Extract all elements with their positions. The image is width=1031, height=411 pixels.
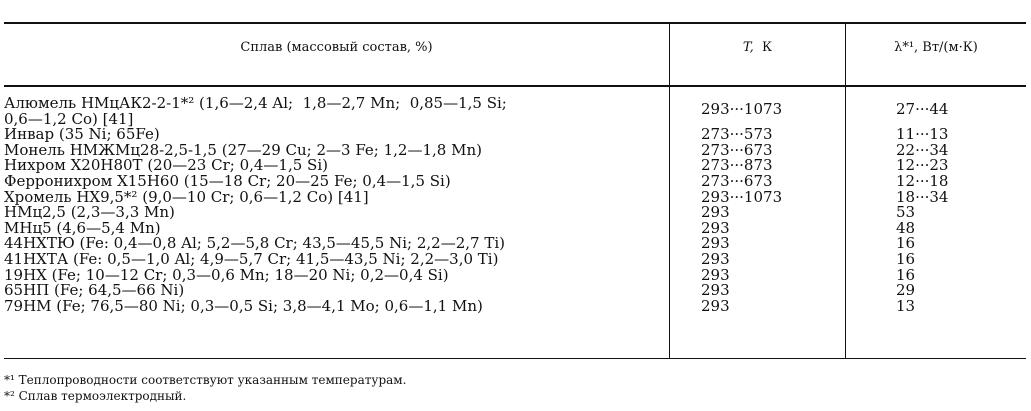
- temperature-value: 293···1073: [701, 100, 783, 118]
- temperature-value: 293: [701, 249, 730, 268]
- alloy-name: Алюмель НМцАК2-2-1*² (1,6—2,4 Al; 1,8—2,7 Mn; 0,85—1,5 Si; 0,6—1,2 Co) [41]: [4, 94, 507, 128]
- conductivity-value: 29: [896, 281, 916, 300]
- footnote: *¹ Теплопроводности соответствуют указанным температурам.: [4, 373, 407, 387]
- alloy-name: Инвар (35 Ni; 65Fe): [4, 125, 160, 144]
- conductivity-value: 22···34: [896, 140, 949, 159]
- alloy-name: 44НХТЮ (Fe: 0,4—0,8 Al; 5,2—5,8 Cr; 43,5—45,5 Ni; 2,2—2,7 Ti): [4, 234, 505, 253]
- alloy-name: МНц5 (4,6—5,4 Mn): [4, 218, 161, 237]
- header-temperature: [670, 40, 845, 55]
- temperature-value: 273···573: [701, 125, 773, 144]
- temperature-value: 293: [701, 281, 730, 300]
- table-bottom-rule: [4, 358, 1026, 359]
- header-thermal-conductivity: λ*¹, Вт/(м·К): [894, 40, 978, 55]
- table-top-rule: [4, 22, 1026, 24]
- alloy-name: Ферронихром Х15Н60 (15—18 Cr; 20—25 Fe; 0,4—1,5 Si): [4, 171, 451, 190]
- alloy-name: Монель НМЖМц28-2,5-1,5 (27—29 Cu; 2—3 Fe; 1,2—1,8 Mn): [4, 140, 482, 159]
- temperature-value: 273···673: [701, 140, 773, 159]
- conductivity-value: 16: [896, 265, 916, 284]
- alloy-name: 65НП (Fe; 64,5—66 Ni): [4, 281, 185, 300]
- temperature-value: 293: [701, 265, 730, 284]
- temperature-unit: К: [762, 40, 773, 55]
- alloy-name: 41НХТА (Fe: 0,5—1,0 Al; 4,9—5,7 Cr; 41,5—43,5 Ni; 2,2—3,0 Ti): [4, 249, 499, 268]
- alloy-name: Хромель НХ9,5*² (9,0—10 Cr; 0,6—1,2 Co) [41]: [4, 187, 369, 206]
- conductivity-value: 11···13: [896, 125, 949, 144]
- table-body: [4, 96, 1026, 314]
- table-row: [4, 96, 1026, 127]
- temperature-value: 293: [701, 296, 730, 315]
- temperature-value: 293···1073: [701, 187, 783, 206]
- temperature-value: 293: [701, 234, 730, 253]
- conductivity-value: 12···18: [896, 171, 949, 190]
- alloy-name: 79НМ (Fe; 76,5—80 Ni; 0,3—0,5 Si; 3,8—4,1 Mo; 0,6—1,1 Mn): [4, 296, 483, 315]
- conductivity-value: 27···44: [896, 100, 949, 118]
- conductivity-value: 13: [896, 296, 916, 315]
- conductivity-value: 18···34: [896, 187, 949, 206]
- conductivity-value: 48: [896, 218, 916, 237]
- temperature-value: 273···873: [701, 156, 773, 175]
- header-alloy-composition: Сплав (массовый состав, %): [240, 40, 433, 55]
- alloy-name: Нихром Х20Н80Т (20—23 Cr; 0,4—1,5 Si): [4, 156, 328, 175]
- alloy-name: 19НХ (Fe; 10—12 Cr; 0,3—0,6 Mn; 18—20 Ni; 0,2—0,4 Si): [4, 265, 449, 284]
- conductivity-value: 16: [896, 249, 916, 268]
- header-bottom-rule: [4, 85, 1026, 87]
- temperature-value: 293: [701, 203, 730, 222]
- temperature-symbol: T,: [742, 40, 754, 55]
- footnotes: [4, 372, 406, 404]
- footnote: *² Сплав термоэлектродный.: [4, 389, 187, 403]
- conductivity-value: 53: [896, 203, 916, 222]
- table-row: [4, 296, 1026, 315]
- conductivity-value: 12···23: [896, 156, 949, 175]
- temperature-value: 293: [701, 218, 730, 237]
- conductivity-value: 16: [896, 234, 916, 253]
- alloy-name: НМц2,5 (2,3—3,3 Mn): [4, 203, 175, 222]
- temperature-value: 273···673: [701, 171, 773, 190]
